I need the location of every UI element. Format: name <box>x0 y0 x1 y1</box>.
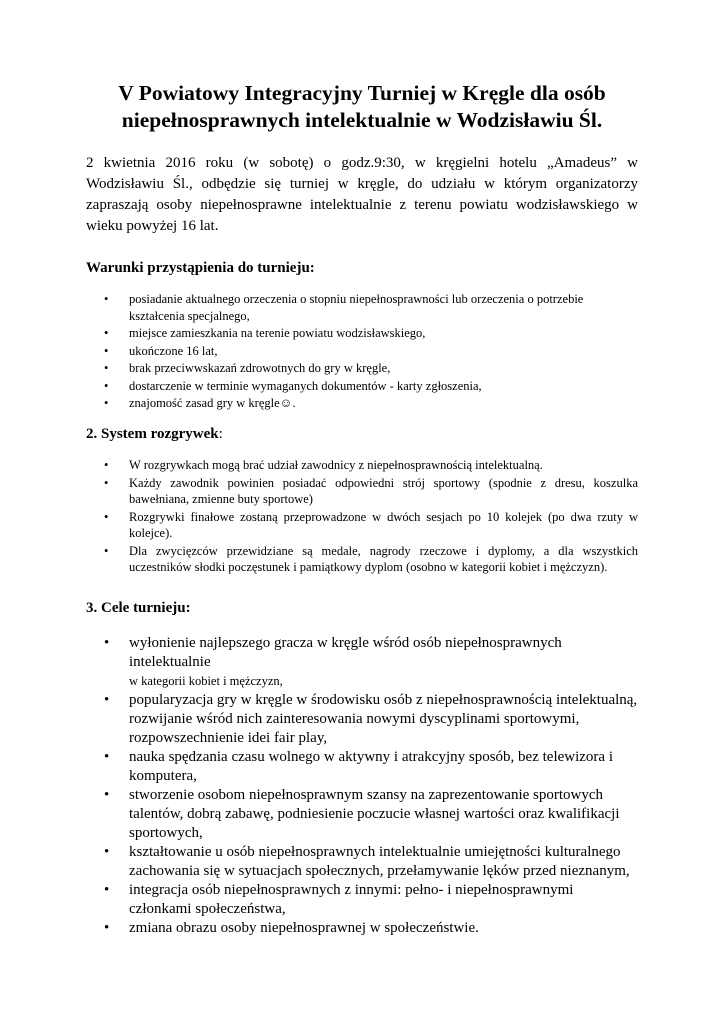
bullet-icon: • <box>104 509 109 524</box>
bullet-icon: • <box>104 475 109 490</box>
list-item: • znajomość zasad gry w kręgle☺. <box>104 396 296 410</box>
section-1-heading: Warunki przystąpienia do turnieju: <box>86 260 315 276</box>
bullet-icon: • <box>104 343 109 358</box>
bullet-icon: • <box>104 458 109 472</box>
list-item: • dostarczenie w terminie wymaganych dokumentów - karty zgłoszenia, <box>104 378 482 393</box>
bullet-icon: • <box>104 749 110 765</box>
section-2-list <box>86 457 638 577</box>
bullet-icon: • <box>104 396 109 410</box>
list-item: • stworzenie osobom niepełnosprawnym szansy na zaprezentowanie sportowych talentów, dobrą zabawę, podniesienie poczucie własnej wartości oraz kwalifikacji sportowych, <box>104 787 620 841</box>
list-item: • nauka spędzania czasu wolnego w aktywny i atrakcyjny sposób, bez telewizora i komputera, <box>104 749 613 784</box>
document-title <box>60 80 664 134</box>
title-line-2: niepełnosprawnych intelektualnie w Wodzisławiu Śl. <box>121 108 603 132</box>
bullet-icon: • <box>104 787 110 803</box>
list-item: • wyłonienie najlepszego gracza w kręgle wśród osób niepełnosprawnych intelektualnie w kategorii kobiet i mężczyzn, <box>104 635 562 688</box>
list-item: • W rozgrywkach mogą brać udział zawodnicy z niepełnosprawnością intelektualną. <box>104 458 543 472</box>
list-item: • zmiana obrazu osoby niepełnosprawnej w społeczeństwie. <box>104 920 479 936</box>
bullet-icon: • <box>104 692 110 708</box>
bullet-icon: • <box>104 292 109 306</box>
list-item: • brak przeciwwskazań zdrowotnych do gry w kręgle, <box>104 361 391 375</box>
list-item: • Rozgrywki finałowe zostaną przeprowadzone w dwóch sesjach po 10 kolejek (po dwa rzuty w kolejce). <box>104 509 638 540</box>
section-2-heading: 2. System rozgrywek: <box>86 426 223 442</box>
list-item: • popularyzacja gry w kręgle w środowisku osób z niepełnosprawnością intelektualną, rozwijanie wśród nich zainteresowania nowymi dyscyplinami sportowymi, rozpowszechnienie idei fair play, <box>104 692 638 746</box>
list-item: • Dla zwycięzców przewidziane są medale, nagrody rzeczowe i dyplomy, a dla wszystkich uczestników słodki poczęstunek i pamiątkowy dyplom (osobno w kategorii kobiet i mężczyzn). <box>104 543 638 574</box>
list-item: • ukończone 16 lat, <box>104 343 218 358</box>
list-item: • miejsce zamieszkania na terenie powiatu wodzisławskiego, <box>104 326 426 340</box>
section-1-list <box>86 291 638 413</box>
list-item: • Każdy zawodnik powinien posiadać odpowiedni strój sportowy (spodnie z dresu, koszulka bawełniana, zmienne buty sportowe) <box>104 475 638 506</box>
bullet-icon: • <box>104 882 110 898</box>
bullet-icon: • <box>104 378 109 393</box>
title-line-1: V Powiatowy Integracyjny Turniej w Kręgle dla osób <box>118 81 606 105</box>
list-item: • integracja osób niepełnosprawnych z innymi: pełno- i niepełnosprawnymi członkami społeczeństwa, <box>104 882 574 917</box>
section-3-heading: 3. Cele turnieju: <box>86 600 191 616</box>
list-item: • posiadanie aktualnego orzeczenia o stopniu niepełnosprawności lub orzeczenia o potrzebie kształcenia specjalnego, <box>104 292 584 323</box>
bullet-icon: • <box>104 361 109 375</box>
bullet-icon: • <box>104 920 110 936</box>
bullet-icon: • <box>104 326 109 340</box>
list-item: • kształtowanie u osób niepełnosprawnych intelektualnie umiejętności kulturalnego zachowania się w sytuacjach społecznych, przełamywanie lęków przed nieznanym, <box>104 844 630 879</box>
bullet-icon: • <box>104 635 110 651</box>
intro-paragraph: 2 kwietnia 2016 roku (w sobotę) o godz.9:30, w kręgielni hotelu „Amadeus” w Wodzisławiu Śl., odbędzie się turniej w kręgle, do udziału w którym organizatorzy zapraszają osoby niepełnosprawne intelektualnie z terenu powiatu wodzisławskiego w wieku powyżej 16 lat. <box>86 155 638 234</box>
bullet-icon: • <box>104 844 110 860</box>
section-3-list <box>86 634 638 938</box>
bullet-icon: • <box>104 543 109 558</box>
